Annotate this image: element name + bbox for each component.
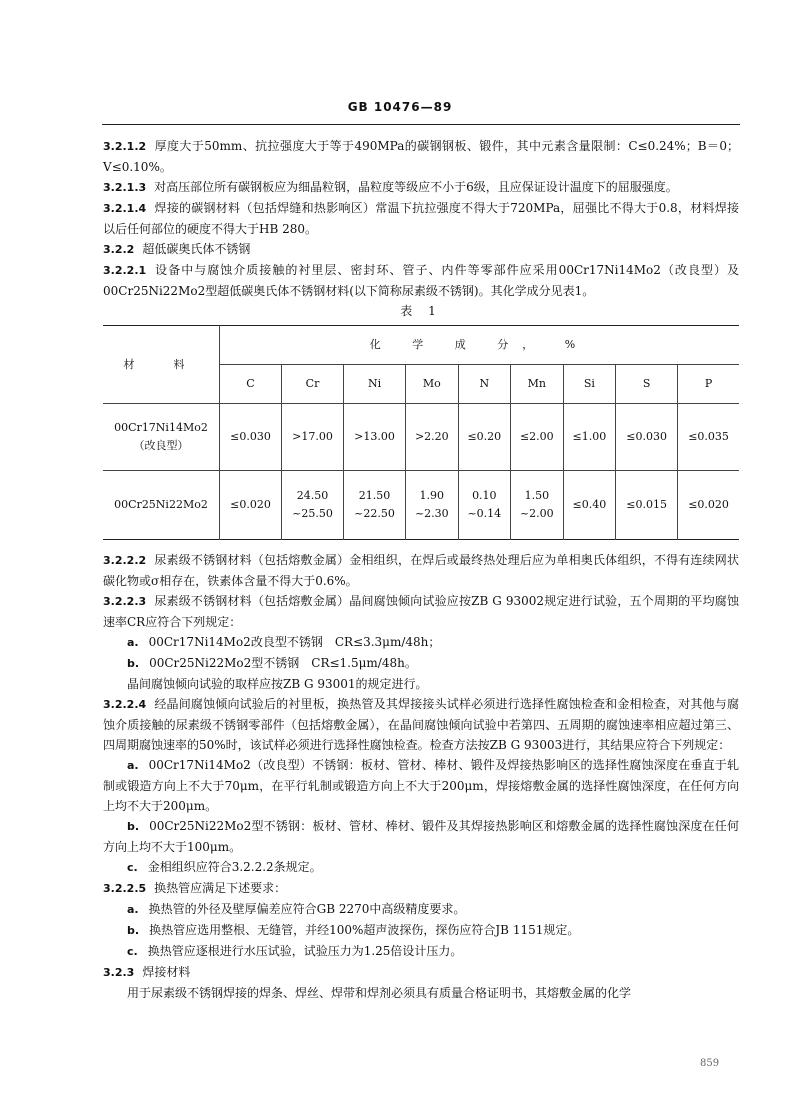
item-text: 换热管应选用整根、无缝管，并经100%超声波探伤，探伤应符合JB 1151规定。 xyxy=(149,923,580,937)
clause-3-2-2-4 xyxy=(103,694,739,755)
clause-text: 换热管应满足下述要求： xyxy=(154,881,287,895)
value-cell: 24.50 ~25.50 xyxy=(282,471,344,540)
clause-number: 3.2.2.5 xyxy=(103,882,147,895)
clause-number: 3.2.2.4 xyxy=(103,698,147,711)
value-cell: 21.50 ~22.50 xyxy=(344,471,406,540)
clause-number: 3.2.2.3 xyxy=(103,595,147,608)
clause-number: 3.2.1.4 xyxy=(103,202,147,215)
clause-3-2-3 xyxy=(103,962,739,983)
clause-text: 焊接的碳钢材料（包括焊缝和热影响区）常温下抗拉强度不得大于720MPa，屈强比不得大于0.8，材料焊接以后任何部位的硬度不得大于HB 280。 xyxy=(103,201,739,236)
clause-text: 对高压部位所有碳钢板应为细晶粒钢，晶粒度等级应不小于6级，且应保证设计温度下的屈服强度。 xyxy=(154,180,678,194)
clause-3-2-1-2 xyxy=(103,136,739,177)
table-row xyxy=(103,471,739,540)
item-label: a. xyxy=(127,903,139,916)
element-header-mo: Mo xyxy=(406,365,459,404)
item-text: 00Cr17Ni14Mo2（改良型）不锈钢：板材、管材、棒材、锻件及焊接热影响区的选择性腐蚀深度在垂直于轧制或锻造方向上不大于70μm，在平行轧制或锻造方向上不大于200μm，焊接熔敷金属的选择性腐蚀深度，在任何方向上均不大于200μm。 xyxy=(103,758,739,813)
value-cell: ≤1.00 xyxy=(563,404,616,471)
clause-number: 3.2.1.2 xyxy=(103,140,147,153)
clause-3-2-2-3 xyxy=(103,591,739,632)
page-number: 859 xyxy=(700,1058,720,1069)
element-header-cr: Cr xyxy=(282,365,344,404)
value-cell: ≤0.020 xyxy=(678,471,739,540)
element-header-mn: Mn xyxy=(511,365,564,404)
value-cell: ≤0.030 xyxy=(220,404,282,471)
table-row xyxy=(103,404,739,471)
clause-number: 3.2.2.1 xyxy=(103,264,147,277)
item-text: 换热管应逐根进行水压试验，试验压力为1.25倍设计压力。 xyxy=(147,944,463,958)
item-label: b. xyxy=(127,924,140,937)
clause-number: 3.2.1.3 xyxy=(103,181,147,194)
clause-3-2-2-5 xyxy=(103,878,739,899)
list-item xyxy=(103,941,739,962)
element-header-si: Si xyxy=(563,365,616,404)
item-label: b. xyxy=(127,820,140,833)
clause-note: 晶间腐蚀倾向试验的取样应按ZB G 93001的规定进行。 xyxy=(127,677,428,691)
value-cell: ≤0.015 xyxy=(616,471,678,540)
list-item xyxy=(103,899,739,920)
composition-header-cell: 化 学 成 分， % xyxy=(220,326,740,365)
item-label: b. xyxy=(127,657,140,670)
value-cell: >2.20 xyxy=(406,404,459,471)
clause-3-2-2-1 xyxy=(103,260,739,301)
list-item xyxy=(103,920,739,941)
value-cell: >17.00 xyxy=(282,404,344,471)
standard-code-header: GB 10476—89 xyxy=(347,100,453,114)
material-name-cell: 00Cr25Ni22Mo2 xyxy=(103,471,220,540)
item-label: a. xyxy=(127,636,139,649)
clause-number: 3.2.2.2 xyxy=(103,554,147,567)
clause-text: 尿素级不锈钢材料（包括熔敷金属）金相组织，在焊后或最终热处理后应为单相奥氏体组织，不得有连续网状碳化物或σ相存在，铁素体含量不得大于0.6%。 xyxy=(103,553,739,588)
clause-3-2-2-2 xyxy=(103,550,739,591)
item-text: 换热管的外径及壁厚偏差应符合GB 2270中高级精度要求。 xyxy=(148,902,466,916)
element-header-c: C xyxy=(220,365,282,404)
item-label: c. xyxy=(127,861,138,874)
value-cell: ≤0.20 xyxy=(458,404,511,471)
value-cell: 0.10 ~0.14 xyxy=(458,471,511,540)
item-text: 00Cr17Ni14Mo2改良型不锈钢 CR≤3.3μm/48h； xyxy=(148,635,441,649)
list-item xyxy=(103,632,739,653)
clause-number: 3.2.3 xyxy=(103,966,135,979)
material-header-cell: 材 料 xyxy=(103,326,220,404)
clause-number: 3.2.2 xyxy=(103,243,135,256)
list-item xyxy=(103,755,739,816)
clause-3-2-1-3 xyxy=(103,177,739,198)
clause-text: 厚度大于50mm、抗拉强度大于等于490MPa的碳钢钢板、锻件，其中元素含量限制：C≤0.24%；B＝0；V≤0.10%。 xyxy=(103,139,739,174)
clause-text: 用于尿素级不锈钢焊接的焊条、焊丝、焊带和焊剂必须具有质量合格证明书，其熔敷金属的化学 xyxy=(127,986,632,1000)
clause-text: 尿素级不锈钢材料（包括熔敷金属）晶间腐蚀倾向试验应按ZB G 93002规定进行试验，五个周期的平均腐蚀速率CR应符合下列规定： xyxy=(103,594,739,629)
chemical-composition-table xyxy=(103,325,739,540)
element-header-p: P xyxy=(678,365,739,404)
element-header-n: N xyxy=(458,365,511,404)
section-heading: 焊接材料 xyxy=(142,965,191,979)
element-header-s: S xyxy=(616,365,678,404)
list-item xyxy=(103,653,739,674)
clause-3-2-1-4 xyxy=(103,198,739,239)
document-body xyxy=(103,136,739,1003)
value-cell: ≤0.030 xyxy=(616,404,678,471)
clause-3-2-2 xyxy=(103,239,739,260)
item-text: 金相组织应符合3.2.2.2条规定。 xyxy=(147,860,322,874)
value-cell: >13.00 xyxy=(344,404,406,471)
list-item xyxy=(103,857,739,878)
item-label: c. xyxy=(127,945,138,958)
list-item xyxy=(103,816,739,857)
value-cell: 1.90 ~2.30 xyxy=(406,471,459,540)
value-cell: ≤0.40 xyxy=(563,471,616,540)
header-rule xyxy=(102,124,740,125)
material-name-cell: 00Cr17Ni14Mo2 （改良型） xyxy=(103,404,220,471)
value-cell: ≤0.035 xyxy=(678,404,739,471)
value-cell: ≤0.020 xyxy=(220,471,282,540)
item-text: 00Cr25Ni22Mo2型不锈钢：板材、管材、棒材、锻件及其焊接热影响区和熔敷金属的选择性腐蚀深度在任何方向上均不大于100μm。 xyxy=(103,819,739,854)
element-header-ni: Ni xyxy=(344,365,406,404)
item-label: a. xyxy=(127,759,139,772)
clause-text: 经晶间腐蚀倾向试验后的衬里板，换热管及其焊接接头试样必须进行选择性腐蚀检查和金相检查，对其他与腐蚀介质接触的尿素级不锈钢零部件（包括熔敷金属），在晶间腐蚀倾向试验中若第四、五周期的腐蚀速率相应超过第三、四周期腐蚀速率的50%时，该试样必须进行选择性腐蚀检查。检查方法按ZB G 93003进行，其结果应符合下列规定： xyxy=(103,697,739,752)
value-cell: ≤2.00 xyxy=(511,404,564,471)
section-heading: 超低碳奥氏体不锈钢 xyxy=(142,242,251,256)
clause-text: 设备中与腐蚀介质接触的衬里层、密封环、管子、内件等零部件应采用00Cr17Ni14Mo2（改良型）及00Cr25Ni22Mo2型超低碳奥氏体不锈钢材料(以下简称尿素级不锈钢)。其化学成分见表1。 xyxy=(103,263,739,298)
value-cell: 1.50 ~2.00 xyxy=(511,471,564,540)
table-caption: 表 1 xyxy=(400,304,442,318)
item-text: 00Cr25Ni22Mo2型不锈钢 CR≤1.5μm/48h。 xyxy=(149,656,417,670)
